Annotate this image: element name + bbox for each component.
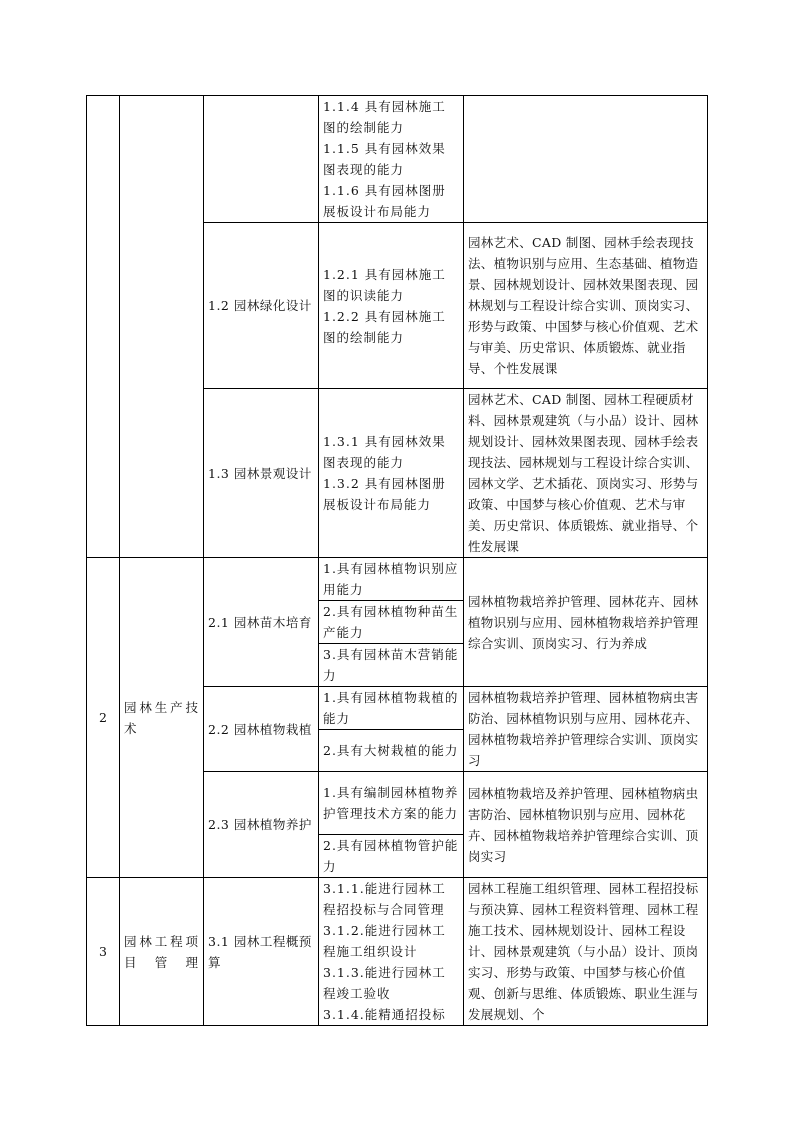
course-cell: 园林艺术、CAD 制图、园林工程硬质材料、园林景观建筑（与小品）设计、园林规划设计、园林效果图表现、园林手绘表现技法、园林规划与工程设计综合实训、园林文学、艺术插花、顶岗实习、形势与政策、中国梦与核心价值观、艺术与审美、历史常识、体质锻炼、就业指导、个性发展课	[464, 389, 708, 558]
ability-text: 3.1.1.能进行园林工程招投标与合同管理	[323, 881, 446, 917]
ability-cell	[319, 878, 464, 1026]
work-area-cell: 园林工程项目管理	[120, 878, 204, 1026]
ability-text: 1.2.1 具有园林施工图的识读能力	[323, 266, 446, 303]
ability-text: 1.3.1 具有园林效果图表现的能力	[323, 434, 446, 470]
course-cell	[464, 96, 708, 223]
ability-text: 1.1.6 具有园林图册展板设计布局能力	[323, 183, 446, 219]
ability-text: 3.1.3.能进行园林工程竣工验收	[323, 965, 446, 1001]
ability-cell: 1.具有园林植物栽植的能力	[319, 687, 464, 730]
table-row	[87, 96, 708, 223]
ability-cell: 1.具有编制园林植物养护管理技术方案的能力	[319, 772, 464, 835]
ability-text: 1.2.2 具有园林施工图的绘制能力	[323, 308, 446, 345]
ability-text: 1.1.4 具有园林施工图的绘制能力	[323, 99, 446, 135]
ability-cell: 1.具有园林植物识别应用能力	[319, 558, 464, 601]
section-number-cell: 2	[87, 558, 120, 878]
ability-text: 1.1.5 具有园林效果图表现的能力	[323, 141, 446, 177]
task-cell: 2.1 园林苗木培育	[204, 558, 319, 687]
table-row	[87, 878, 708, 1026]
ability-cell	[319, 96, 464, 223]
section-number-cell: 3	[87, 878, 120, 1026]
course-cell: 园林植物栽培养护管理、园林植物病虫害防治、园林植物识别与应用、园林花卉、园林植物栽培养护管理综合实训、顶岗实习	[464, 687, 708, 772]
table-row	[87, 558, 708, 601]
work-area-cell: 园林生产技术	[120, 558, 204, 878]
task-cell: 1.2 园林绿化设计	[204, 223, 319, 389]
ability-text: 3.1.2.能进行园林工程施工组织设计	[323, 923, 446, 959]
course-cell: 园林植物栽培养护管理、园林花卉、园林植物识别与应用、园林植物栽培养护管理综合实训、顶岗实习、行为养成	[464, 558, 708, 687]
work-area-cell	[120, 96, 204, 558]
task-cell: 2.2 园林植物栽植	[204, 687, 319, 772]
course-cell: 园林植物栽培及养护管理、园林植物病虫害防治、园林植物识别与应用、园林花卉、园林植物栽培养护管理综合实训、顶岗实习	[464, 772, 708, 878]
ability-cell: 2.具有园林植物管护能力	[319, 835, 464, 878]
ability-cell: 2.具有大树栽植的能力	[319, 730, 464, 772]
task-cell: 2.3 园林植物养护	[204, 772, 319, 878]
curriculum-table	[86, 95, 708, 1026]
ability-text: 3.1.4.能精通招投标	[323, 1007, 446, 1022]
task-cell: 1.3 园林景观设计	[204, 389, 319, 558]
task-cell: 3.1 园林工程概预算	[204, 878, 319, 1026]
course-cell: 园林工程施工组织管理、园林工程招投标与预决算、园林工程资料管理、园林工程施工技术、园林规划设计、园林工程设计、园林景观建筑（与小品）设计、顶岗实习、形势与政策、中国梦与核心价值观、创新与思维、体质锻炼、职业生涯与发展规划、个	[464, 878, 708, 1026]
section-number-cell	[87, 96, 120, 558]
ability-cell: 2.具有园林植物种苗生产能力	[319, 601, 464, 644]
task-cell	[204, 96, 319, 223]
ability-cell: 3.具有园林苗木营销能力	[319, 644, 464, 687]
ability-cell	[319, 223, 464, 389]
ability-cell	[319, 389, 464, 558]
ability-text: 1.3.2 具有园林图册展板设计布局能力	[323, 476, 446, 512]
course-cell: 园林艺术、CAD 制图、园林手绘表现技法、植物识别与应用、生态基础、植物造景、园林规划设计、园林效果图表现、园林规划与工程设计综合实训、顶岗实习、形势与政策、中国梦与核心价值观、艺术与审美、历史常识、体质锻炼、就业指导、个性发展课	[464, 223, 708, 389]
